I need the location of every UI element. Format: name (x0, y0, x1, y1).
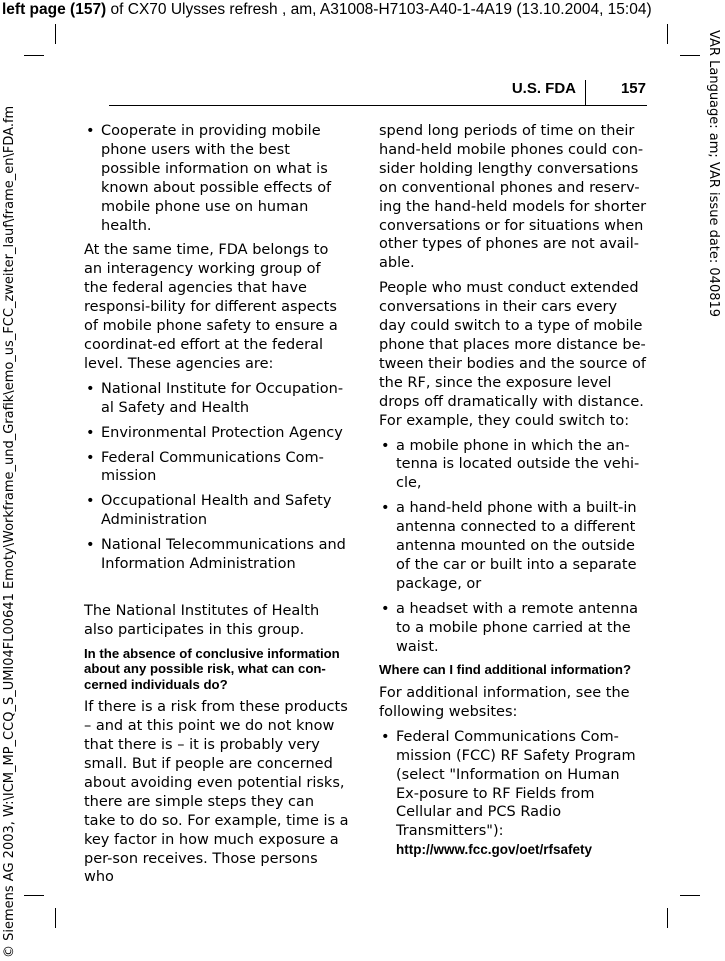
options-list (379, 437, 647, 657)
crop-mark-tr-h (680, 55, 700, 56)
print-header-details: of CX70 Ulysses refresh , am, A31008-H7103-A40-1-4A19 (13.10.2004, 15:04) (106, 1, 652, 18)
list-item (379, 437, 647, 494)
list-item-text: a mobile phone in which the an-tenna is located outside the vehi-cle, (396, 437, 640, 492)
intro-bullet-list (84, 122, 349, 235)
paragraph-nih: The National Institutes of Health also participates in this group. (84, 602, 320, 638)
list-item-text: a headset with a remote antenna to a mobile phone carried at the waist. (396, 600, 639, 655)
list-item-text: Cooperate in providing mobile phone users with the best possible information on what is known about possible effects of mobile phone use on human health. (101, 123, 332, 234)
print-header-page-label: left page (157) (2, 1, 107, 18)
bullet: • (86, 424, 95, 441)
header-divider-tick (585, 80, 586, 106)
list-item (84, 424, 349, 443)
list-item-text: a hand-held phone with a built-in antenna connected to a different antenna mounted on the outside of the car or built into a separate package, or (396, 500, 637, 592)
list-item (84, 492, 349, 530)
side-text-right: VAR Language: am; VAR issue date: 040819 (706, 30, 721, 318)
paragraph-cars: People who must conduct extended conversations in their cars every day could switch to a type of mobile phone that places more distance be-tween their bodies and the source of the RF, since the exposure level drops off dramatically with distance. For example, they could switch to: (379, 280, 647, 429)
page-header-title: U.S. FDA (511, 80, 576, 97)
crop-mark-bl-h (24, 895, 44, 896)
list-item-text: Occupational Health and Safety Administration (101, 493, 332, 529)
bullet: • (86, 123, 95, 139)
crop-mark-tr-v (667, 24, 668, 44)
bullet: • (86, 493, 95, 510)
bullet: • (86, 380, 95, 397)
section-heading-additional-info: Where can I find additional information? (379, 662, 632, 678)
crop-mark-bl-v (55, 908, 56, 928)
bullet: • (381, 728, 390, 745)
list-item-text: Federal Communications Com-mission (FCC) RF Safety Program (select "Information on Human Ex-posure to RF Fields from Cellular and PCS Radio Transmitters"): (396, 728, 636, 840)
bullet: • (381, 500, 390, 517)
list-item (84, 122, 349, 235)
page-number: 157 (620, 80, 646, 97)
list-item (84, 449, 349, 487)
print-header (2, 0, 722, 20)
crop-mark-tl-v (55, 24, 56, 44)
list-item-text: Environmental Protection Agency (101, 424, 343, 441)
paragraph-risk: If there is a risk from these products – and at this point we do not know that there is – it is probably very small. But if people are concerned about avoiding even potential risks, there are simple steps they can take to do so. For example, time is a key factor in how much exposure a per-son receives. Those persons who (84, 699, 349, 886)
side-text-right-container (703, 28, 723, 348)
list-item (379, 600, 647, 657)
list-item-text: Federal Communications Com-mission (101, 449, 324, 485)
paragraph-continuation: spend long periods of time on their hand-held mobile phones could con-sider holding lengthy conversations on conventional phones and reserv-ing the hand-held models for shorter conversations or for situations when other types of phones are not avail-able. (379, 123, 647, 272)
right-column (379, 122, 647, 866)
list-item (379, 499, 647, 594)
list-item-text: National Telecommunications and Information Administration (101, 537, 346, 573)
bullet: • (381, 600, 390, 617)
list-item (84, 380, 349, 418)
crop-mark-br-v (667, 908, 668, 928)
bullet: • (86, 537, 95, 554)
website-list (379, 728, 647, 860)
paragraph-websites: For additional information, see the following websites: (379, 684, 630, 720)
bullet: • (381, 437, 390, 454)
agency-list (84, 380, 349, 574)
bullet: • (86, 449, 95, 466)
header-rule (109, 105, 647, 106)
section-heading-concerned-individuals: In the absence of conclusive information about any possible risk, what can con-cerned individuals do? (84, 645, 340, 692)
side-text-left-container (0, 100, 20, 960)
list-item-text: National Institute for Occupation-al Safety and Health (101, 380, 344, 416)
list-item (379, 728, 647, 860)
crop-mark-br-h (680, 895, 700, 896)
website-link[interactable]: http://www.fcc.gov/oet/rfsafety (396, 842, 593, 858)
paragraph-agencies-intro: At the same time, FDA belongs to an interagency working group of the federal agencies that have responsi-bility for different aspects of mobile phone safety to ensure a coordinat-ed effort at the federal level. These agencies are: (84, 242, 338, 372)
spacer (84, 580, 349, 602)
left-column (84, 122, 349, 893)
list-item (84, 536, 349, 574)
crop-mark-tl-h (24, 55, 44, 56)
side-text-left: © Siemens AG 2003, W:\ICM_MP_CCQ_S_UMI04FL00641 Emoty\Workframe_und_Grafik\emo_us_FCC_zweiter_lauf\frame_en\FDA.fm (2, 105, 17, 958)
